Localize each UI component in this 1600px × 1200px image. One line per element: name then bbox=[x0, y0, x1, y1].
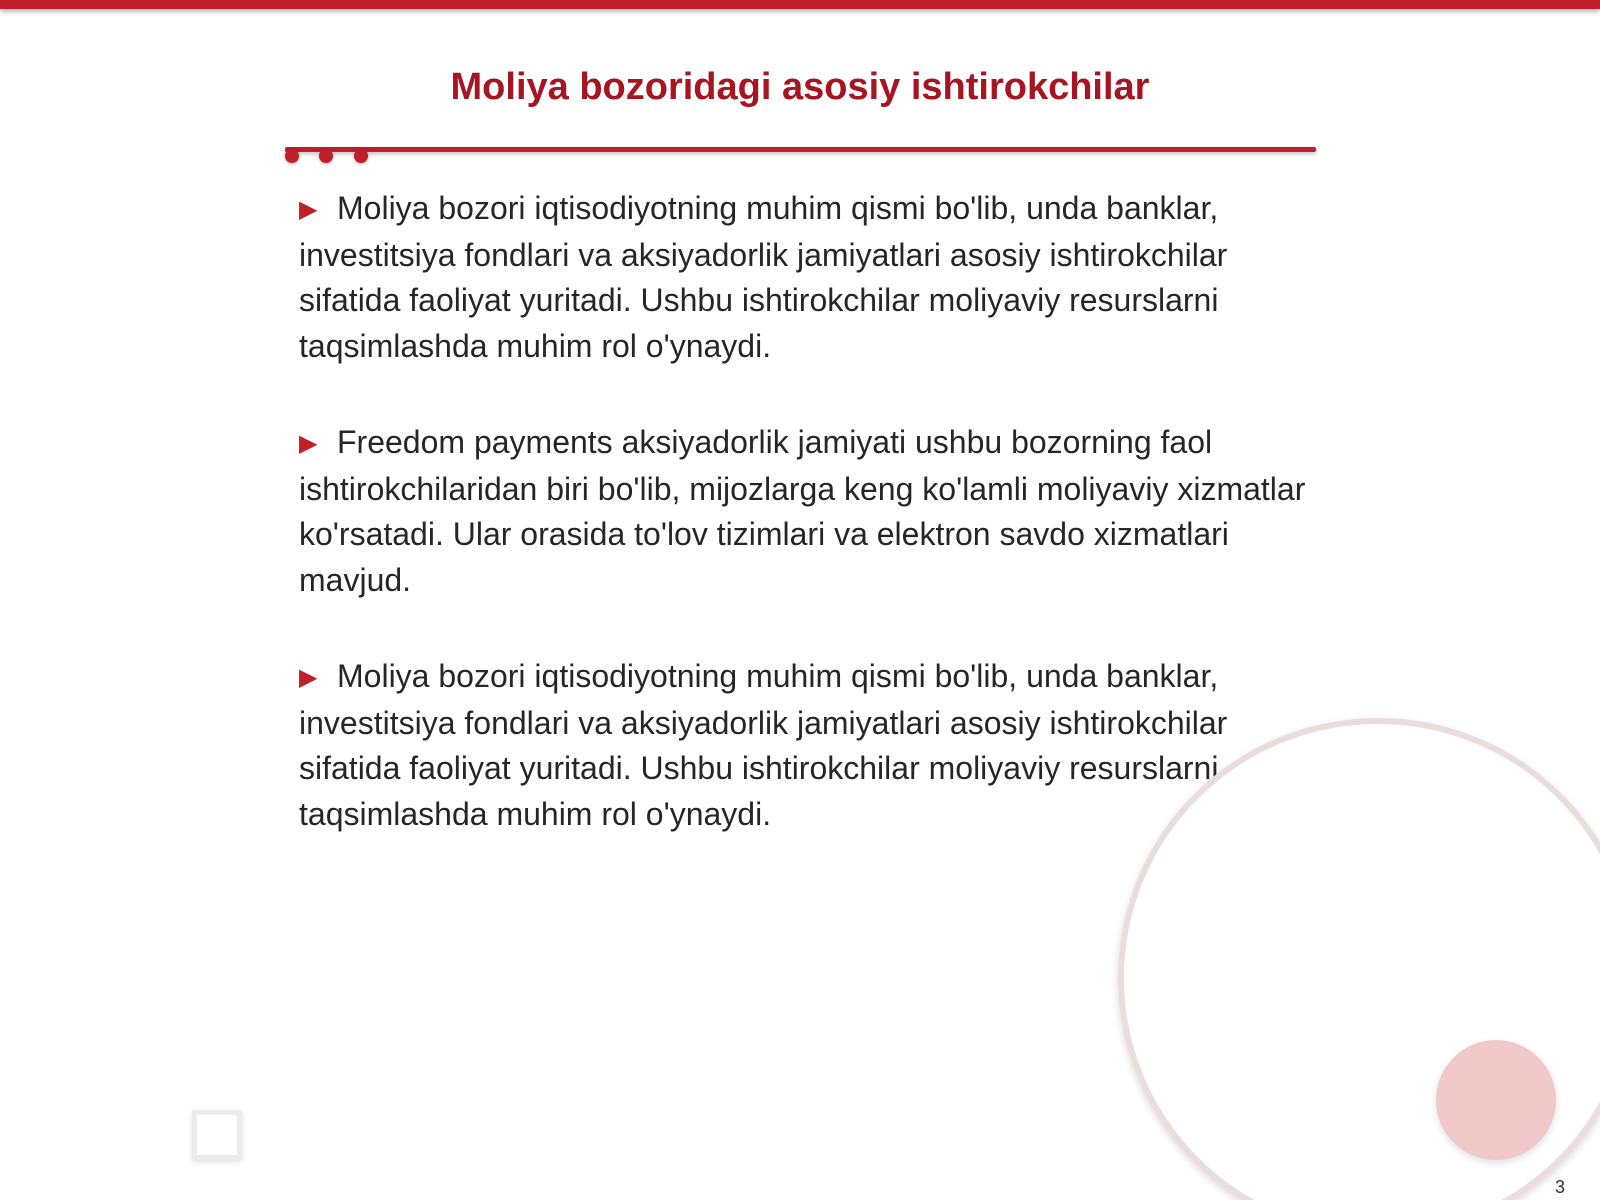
bullet-paragraph-3 bbox=[299, 654, 1309, 837]
decorative-dot-1 bbox=[285, 149, 299, 163]
bullet-paragraph-1 bbox=[299, 186, 1309, 369]
decorative-dot-2 bbox=[319, 149, 333, 163]
top-accent-bar bbox=[0, 0, 1600, 9]
paragraph-text: Moliya bozori iqtisodiyotning muhim qismi bo'lib, unda banklar, investitsiya fondlari va aksiyadorlik jamiyatlari asosiy ishtirokchilar sifatida faoliyat yuritadi. Ushbu ishtirokchilar moliyaviy resurslarni taqsimlashda muhim rol o'ynaydi. bbox=[299, 658, 1228, 832]
bullet-arrow-icon: ▶ bbox=[299, 196, 318, 223]
bullet-paragraph-2 bbox=[299, 420, 1309, 603]
bullet-list bbox=[299, 186, 1309, 888]
bullet-arrow-icon: ▶ bbox=[299, 664, 318, 691]
decorative-dot-3 bbox=[354, 149, 368, 163]
decorative-square bbox=[192, 1110, 242, 1160]
decorative-pink-circle bbox=[1436, 1040, 1556, 1160]
slide-title: Moliya bozoridagi asosiy ishtirokchilar bbox=[450, 66, 1150, 108]
title-underline bbox=[285, 147, 1316, 152]
page-number: 3 bbox=[1555, 1177, 1566, 1197]
paragraph-text: Moliya bozori iqtisodiyotning muhim qismi bo'lib, unda banklar, investitsiya fondlari va aksiyadorlik jamiyatlari asosiy ishtirokchilar sifatida faoliyat yuritadi. Ushbu ishtirokchilar moliyaviy resurslarni taqsimlashda muhim rol o'ynaydi. bbox=[299, 190, 1228, 364]
paragraph-text: Freedom payments aksiyadorlik jamiyati ushbu bozorning faol ishtirokchilaridan biri bo'lib, mijozlarga keng ko'lamli moliyaviy xizmatlar ko'rsatadi. Ular orasida to'lov tizimlari va elektron savdo xizmatlari mavjud. bbox=[299, 424, 1306, 598]
bullet-arrow-icon: ▶ bbox=[299, 430, 318, 457]
